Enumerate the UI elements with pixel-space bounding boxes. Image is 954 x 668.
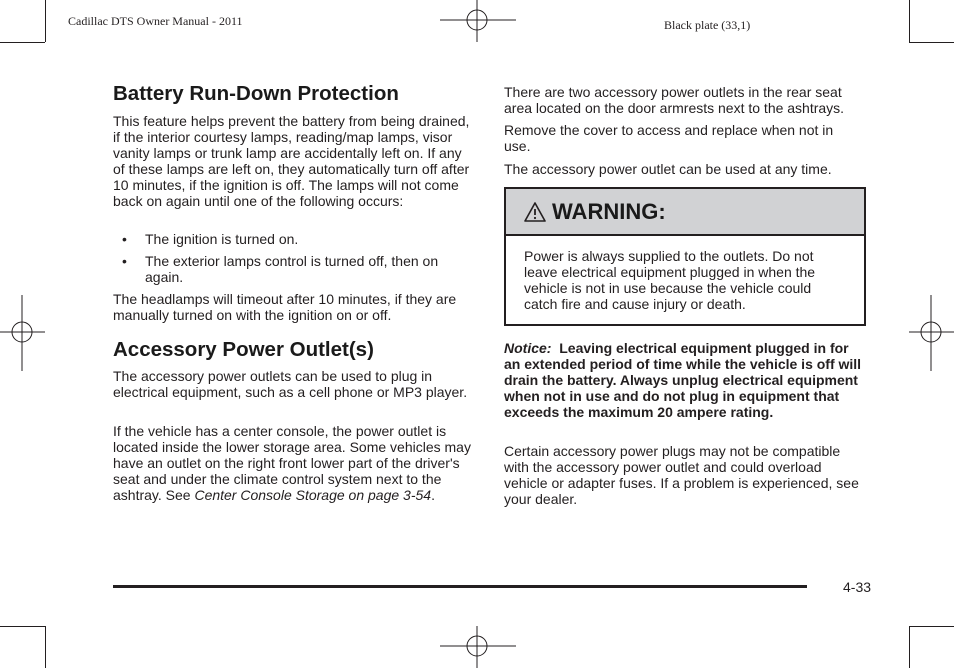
notice-label: Notice: [504,340,552,356]
list-item [113,253,468,285]
warning-title: WARNING: [552,198,666,224]
section-heading-accessory: Accessory Power Outlet(s) [113,338,374,361]
accessory-paragraph-2 [113,423,475,503]
outlets-paragraph-2: Remove the cover to access and replace when not in use. [504,122,834,154]
warning-header [506,189,864,236]
battery-paragraph-1: This feature helps prevent the battery from being drained, if the interior courtesy lamps, reading/map lamps, visor vanity lamps or trunk lamp are accidentally left on. If any of these lamps are left on, they automatically turn off after 10 minutes, if the ignition is off. The lamps will not come back on again until one of the following occurs: [113,113,470,209]
accessory-paragraph-1: The accessory power outlets can be used to plug in electrical equipment, such as a cell phone or MP3 player. [113,368,468,400]
plate-label: Black plate (33,1) [664,18,751,32]
crop-mark [909,0,910,42]
bullet-text: The ignition is turned on. [145,231,299,247]
warning-box [504,187,866,326]
crop-mark [909,626,954,627]
outlets-paragraph-1: There are two accessory power outlets in the rear seat area located on the door armrests next to the ashtrays. [504,84,845,116]
registration-mark-bottom [440,626,516,668]
section-heading-battery: Battery Run-Down Protection [113,82,399,105]
crop-mark [0,42,45,43]
outlets-paragraph-4: Certain accessory power plugs may not be compatible with the accessory power outlet and could overload vehicle or adapter fuses. If a problem is experienced, see your dealer. [504,443,859,507]
page-number: 4-33 [843,579,872,595]
battery-paragraph-2: The headlamps will timeout after 10 minutes, if they are manually turned on with the ignition on or off. [113,291,457,323]
notice-text: Leaving electrical equipment plugged in for an extended period of time while the vehicle is off will drain the battery. Always unplug electrical equipment when not in use and do not plug in equipment that exceeds the maximum 20 ampere rating. [504,340,862,420]
accessory-paragraph-2-text: If the vehicle has a center console, the power outlet is located inside the lower storage area. Some vehicles may have an outlet on the right front lower part of the driver's seat and under the climate control system next to the ashtray. See [113,423,471,503]
registration-mark-top [440,0,516,42]
crop-mark [909,42,954,43]
list-item [113,231,468,247]
footer-rule [113,585,807,588]
crop-mark [45,0,46,42]
bullet-text: The exterior lamps control is turned off, then on again. [145,253,439,285]
paragraph-end: . [431,487,435,503]
cross-reference-link[interactable]: Center Console Storage on page 3-54 [194,487,432,503]
bullet-mark: • [122,231,127,247]
notice-paragraph [504,340,866,420]
crop-mark [0,626,45,627]
outlets-paragraph-3: The accessory power outlet can be used at any time. [504,161,832,177]
crop-mark [45,626,46,668]
registration-mark-right [909,295,954,371]
bullet-mark: • [122,253,127,269]
manual-title: Cadillac DTS Owner Manual - 2011 [68,14,243,28]
battery-bullet-list [113,231,468,291]
warning-triangle-icon [524,202,546,222]
crop-mark [909,626,910,668]
warning-body: Power is always supplied to the outlets. Do not leave electrical equipment plugged in when the vehicle is not in use because the vehicle could catch fire and cause injury or death. [524,248,816,312]
registration-mark-left [0,295,45,371]
